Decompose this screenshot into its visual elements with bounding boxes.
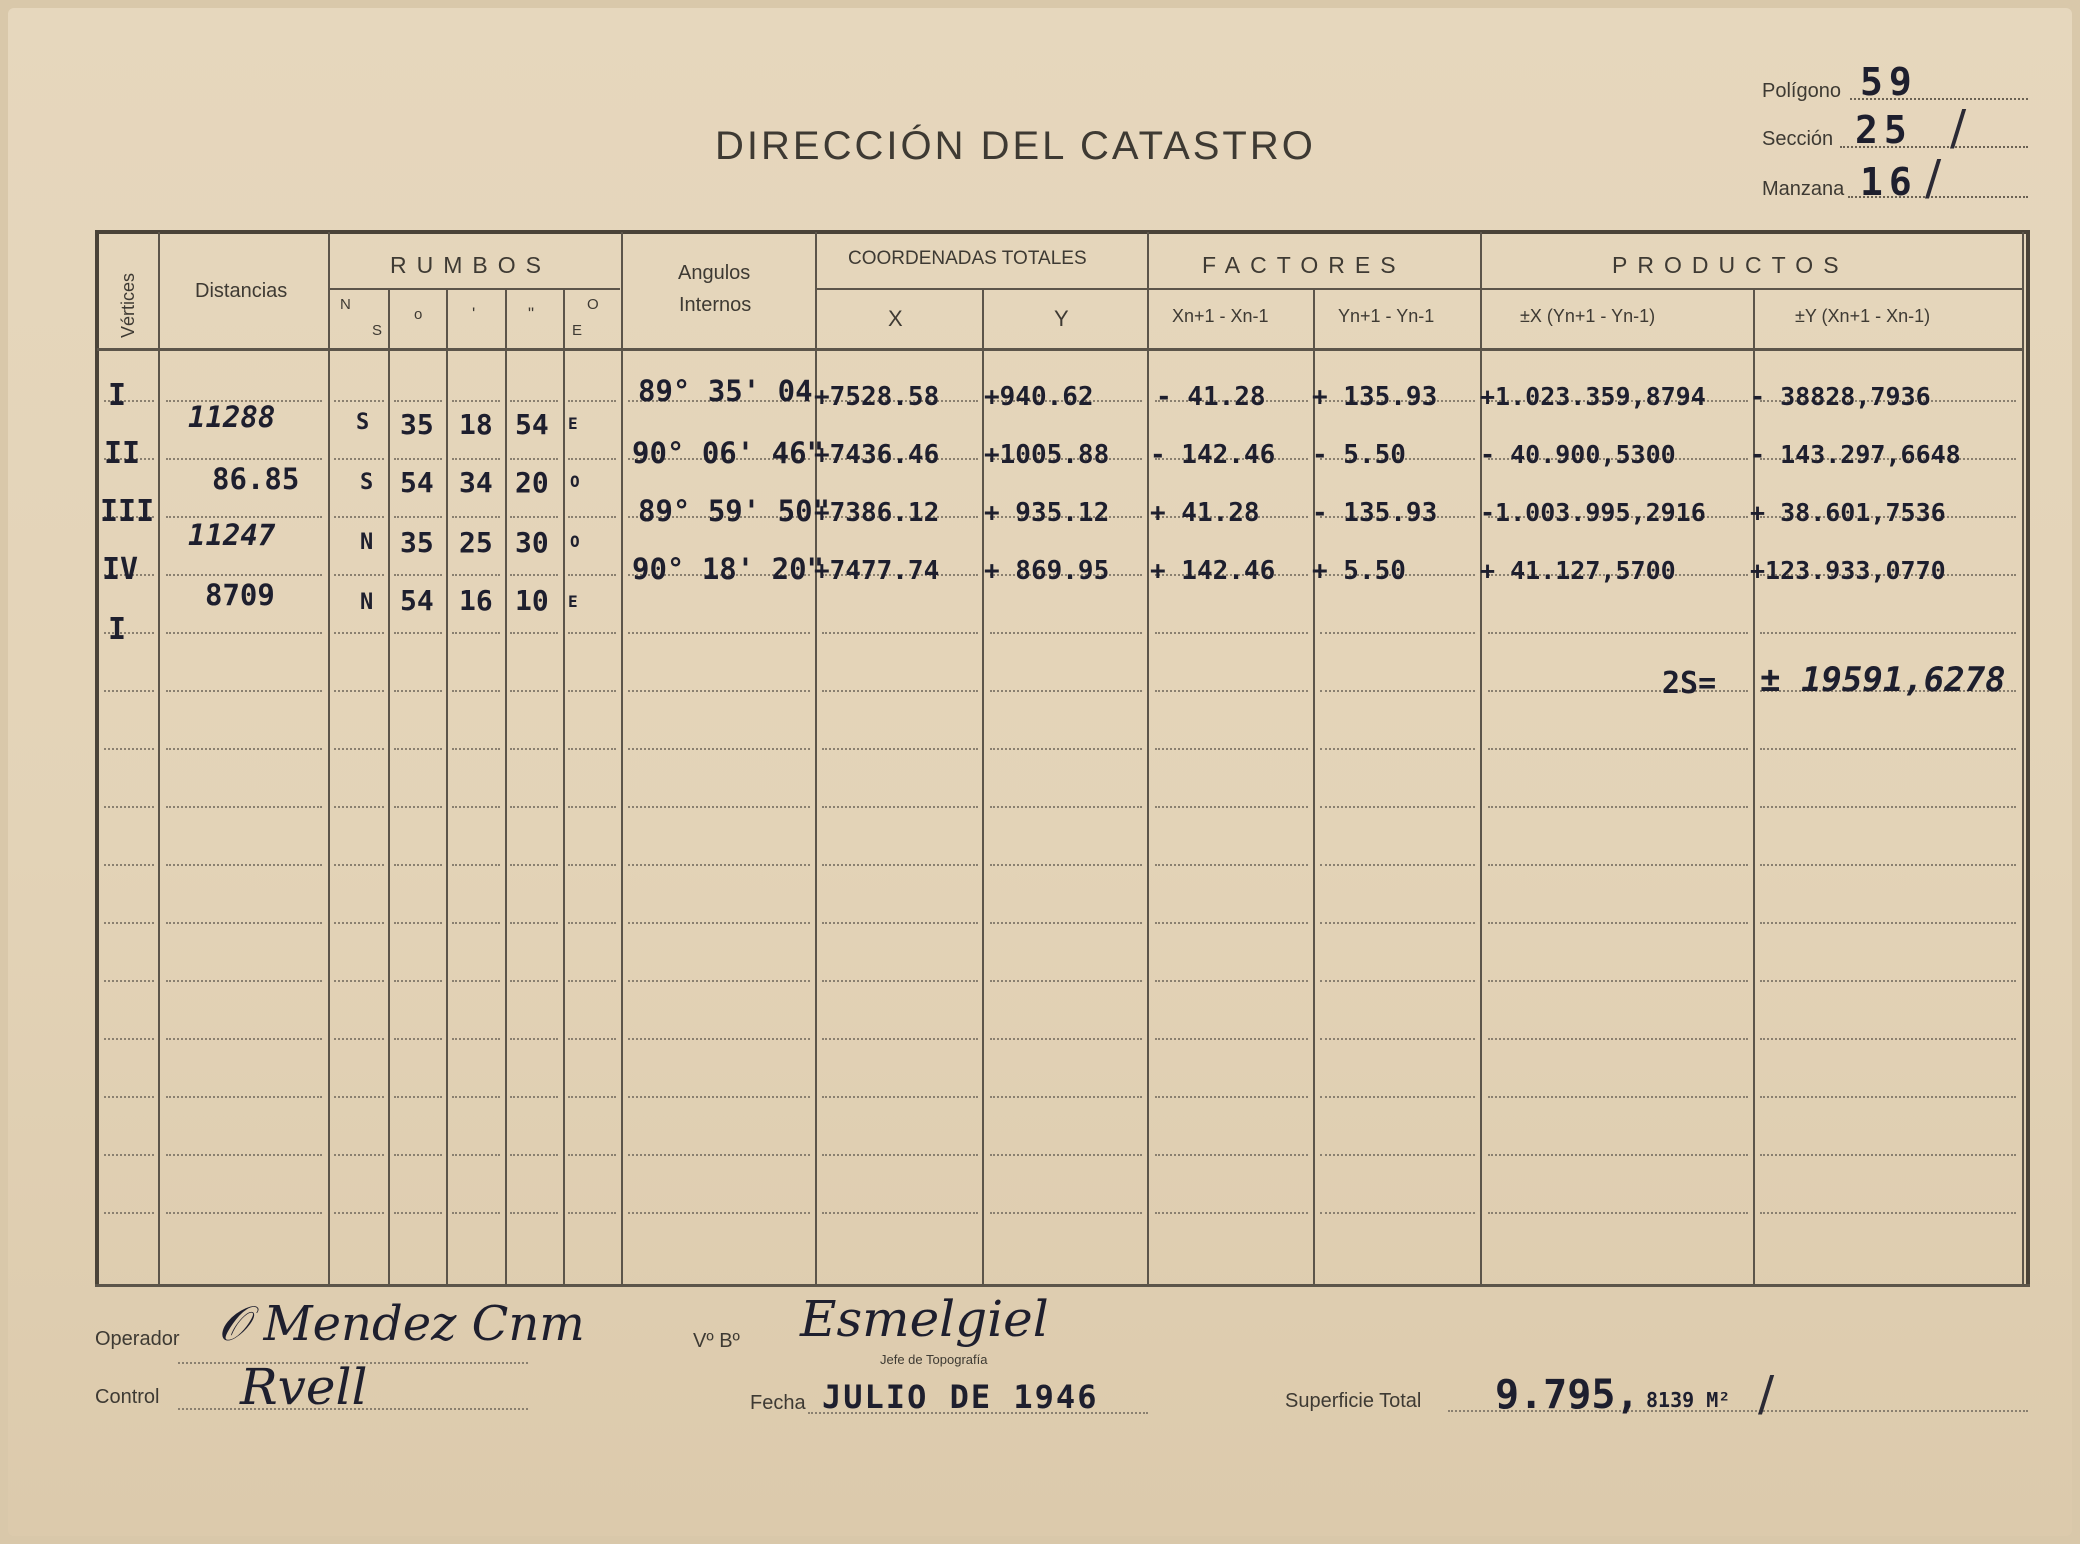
ruled-line	[394, 516, 442, 518]
total-label: 2S=	[1662, 666, 1717, 701]
ruled-line	[510, 574, 558, 576]
ruled-line	[568, 922, 616, 924]
factor-x-cell: - 142.46	[1150, 440, 1276, 470]
ruled-line	[990, 1212, 1142, 1214]
rumbos-o: O	[587, 296, 599, 313]
header-divider	[328, 288, 620, 290]
rumbo-ns-cell: S	[360, 470, 374, 495]
ruled-line	[452, 516, 500, 518]
total-value: ± 19591,6278	[1760, 660, 2006, 700]
ruled-line	[1488, 1038, 1748, 1040]
ruled-line	[628, 748, 810, 750]
rumbo-oe-cell: O	[570, 472, 580, 491]
ruled-line	[452, 1096, 500, 1098]
ruled-line	[1488, 1212, 1748, 1214]
ruled-line	[1320, 1212, 1475, 1214]
ruled-line	[394, 1212, 442, 1214]
rumbos-sec: "	[528, 304, 535, 323]
ruled-line	[510, 864, 558, 866]
ruled-line	[104, 922, 154, 924]
ruled-line	[452, 632, 500, 634]
ruled-line	[822, 922, 978, 924]
seccion-value: 25	[1855, 108, 1913, 152]
ruled-line	[452, 400, 500, 402]
column-divider	[328, 232, 330, 1285]
ruled-line	[166, 1038, 322, 1040]
rumbo-deg-cell: 54	[400, 466, 434, 499]
ruled-line	[568, 574, 616, 576]
rumbos-deg: o	[414, 306, 423, 323]
ruled-line	[1760, 748, 2016, 750]
rumbo-ns-cell: N	[360, 530, 374, 555]
ruled-line	[334, 1038, 384, 1040]
ruled-line	[1488, 980, 1748, 982]
ruled-line	[822, 1038, 978, 1040]
ruled-line	[628, 1096, 810, 1098]
ruled-line	[990, 922, 1142, 924]
ruled-line	[452, 1038, 500, 1040]
ruled-line	[334, 516, 384, 518]
producto-x-cell: - 40.900,5300	[1480, 440, 1676, 469]
ruled-line	[990, 690, 1142, 692]
coord-y-cell: +1005.88	[984, 440, 1110, 470]
distancia-cell: 11288	[188, 400, 276, 434]
angulo-cell: 90° 18' 20"	[632, 552, 825, 586]
ruled-line	[628, 1154, 810, 1156]
ruled-line	[1760, 1038, 2016, 1040]
column-divider	[505, 290, 507, 1285]
ruled-line	[1155, 632, 1308, 634]
manzana-label: Manzana	[1762, 178, 1845, 200]
ruled-line	[990, 806, 1142, 808]
ruled-line	[334, 1212, 384, 1214]
ruled-line	[166, 864, 322, 866]
producto-x-cell: -1.003.995,2916	[1480, 498, 1706, 527]
rumbo-ns-cell: N	[360, 590, 374, 615]
ruled-line	[628, 806, 810, 808]
ruled-line	[1320, 864, 1475, 866]
ruled-line	[990, 748, 1142, 750]
ruled-line	[1320, 1038, 1475, 1040]
coord-y-cell: + 935.12	[984, 498, 1110, 528]
ruled-line	[990, 632, 1142, 634]
ruled-line	[1488, 864, 1748, 866]
ruled-line	[822, 690, 978, 692]
fecha-value: JULIO DE 1946	[822, 1378, 1099, 1416]
header-factor-x: Xn+1 - Xn-1	[1172, 306, 1269, 326]
manzana-value: 16	[1860, 160, 1918, 204]
control-label-text: Control	[95, 1386, 160, 1408]
ruled-line	[1488, 632, 1748, 634]
ruled-line	[334, 690, 384, 692]
column-divider	[621, 232, 623, 1285]
ruled-line	[510, 1096, 558, 1098]
ruled-line	[510, 632, 558, 634]
header-producto-y: ±Y (Xn+1 - Xn-1)	[1795, 306, 1931, 326]
ruled-line	[394, 574, 442, 576]
ruled-line	[1760, 980, 2016, 982]
ruled-line	[104, 1096, 154, 1098]
ruled-line	[628, 864, 810, 866]
ruled-line	[394, 632, 442, 634]
ruled-line	[166, 748, 322, 750]
header-x: X	[888, 306, 903, 331]
header-productos: PRODUCTOS	[1612, 252, 1849, 278]
ruled-line	[568, 1212, 616, 1214]
producto-y-cell: - 143.297,6648	[1750, 440, 1961, 469]
rumbo-sec-cell: 54	[515, 408, 549, 441]
ruled-line	[166, 980, 322, 982]
ruled-line	[1155, 864, 1308, 866]
superficie-main: 9.795,	[1495, 1372, 1640, 1418]
ruled-line	[452, 748, 500, 750]
ruled-line	[510, 980, 558, 982]
ruled-line	[1760, 806, 2016, 808]
ruled-line	[1760, 1096, 2016, 1098]
producto-x-cell: + 41.127,5700	[1480, 556, 1676, 585]
rumbo-min-cell: 25	[459, 526, 493, 559]
ruled-line	[394, 690, 442, 692]
ruled-line	[334, 1154, 384, 1156]
operador-label: Operador	[95, 1328, 180, 1350]
producto-y-cell: +123.933,0770	[1750, 556, 1946, 585]
ruled-line	[1760, 1212, 2016, 1214]
ruled-line	[1155, 1096, 1308, 1098]
ruled-line	[334, 748, 384, 750]
rumbo-deg-cell: 35	[400, 526, 434, 559]
ruled-line	[1488, 806, 1748, 808]
rumbo-deg-cell: 54	[400, 584, 434, 617]
fecha-label: Fecha	[750, 1392, 806, 1414]
column-divider	[388, 290, 390, 1285]
coord-y-cell: +940.62	[984, 382, 1094, 412]
ruled-line	[510, 1154, 558, 1156]
ruled-line	[568, 748, 616, 750]
ruled-line	[990, 1096, 1142, 1098]
ruled-line	[990, 1038, 1142, 1040]
jefe-label: Jefe de Topografía	[880, 1352, 988, 1367]
header-vertices: Vértices	[118, 272, 138, 338]
operador-signature: 𝒪 Mendez Cnm	[218, 1296, 585, 1352]
factor-y-cell: - 135.93	[1312, 498, 1438, 528]
ruled-line	[1155, 1154, 1308, 1156]
ruled-line	[1760, 922, 2016, 924]
ruled-line	[104, 748, 154, 750]
factor-x-cell: - 41.28	[1156, 382, 1266, 412]
ruled-line	[334, 864, 384, 866]
rumbo-oe-cell: E	[568, 414, 578, 433]
ruled-line	[334, 980, 384, 982]
ruled-line	[452, 1212, 500, 1214]
ruled-line	[1320, 1154, 1475, 1156]
ruled-line	[628, 980, 810, 982]
ruled-line	[1488, 1154, 1748, 1156]
ruled-line	[568, 864, 616, 866]
check-mark-icon: /	[1925, 150, 1942, 206]
table-bottom-line	[95, 1284, 2030, 1287]
ruled-line	[1320, 690, 1475, 692]
ruled-line	[1320, 632, 1475, 634]
check-mark-icon: /	[1758, 1366, 1775, 1422]
header-rumbos: RUMBOS	[390, 252, 551, 278]
ruled-line	[822, 632, 978, 634]
ruled-line	[1155, 922, 1308, 924]
rumbos-e: E	[572, 322, 583, 339]
vertex-3: III	[100, 494, 155, 529]
rumbo-ns-cell: S	[356, 410, 370, 435]
header-divider	[815, 288, 2022, 290]
ruled-line	[1488, 1096, 1748, 1098]
ruled-line	[452, 1154, 500, 1156]
ruled-line	[628, 922, 810, 924]
column-divider	[446, 290, 448, 1285]
ruled-line	[628, 1212, 810, 1214]
ruled-line	[334, 458, 384, 460]
ruled-line	[822, 980, 978, 982]
header-y: Y	[1054, 306, 1069, 331]
ruled-line	[510, 806, 558, 808]
ruled-line	[334, 632, 384, 634]
ruled-line	[166, 922, 322, 924]
ruled-line	[166, 574, 322, 576]
ruled-line	[568, 632, 616, 634]
ruled-line	[166, 1096, 322, 1098]
ruled-line	[1320, 922, 1475, 924]
ruled-line	[510, 458, 558, 460]
ruled-line	[568, 516, 616, 518]
factor-y-cell: - 5.50	[1312, 440, 1406, 470]
ruled-line	[104, 1038, 154, 1040]
poligono-label: Polígono	[1762, 80, 1841, 102]
ruled-line	[990, 980, 1142, 982]
ruled-line	[568, 400, 616, 402]
ruled-line	[334, 400, 384, 402]
ruled-line	[510, 516, 558, 518]
coord-x-cell: +7528.58	[814, 382, 940, 412]
ruled-line	[1320, 1096, 1475, 1098]
ruled-line	[452, 574, 500, 576]
superficie-decimal: 8139 M²	[1646, 1388, 1731, 1412]
ruled-line	[166, 1212, 322, 1214]
rumbos-n: N	[340, 296, 351, 313]
header-factores: FACTORES	[1202, 252, 1406, 278]
ruled-line	[510, 922, 558, 924]
rumbos-min: '	[472, 304, 476, 323]
ruled-line	[510, 1038, 558, 1040]
header-angulos: Angulos	[678, 262, 751, 284]
ruled-line	[452, 980, 500, 982]
ruled-line	[334, 922, 384, 924]
ruled-line	[394, 748, 442, 750]
ruled-line	[394, 922, 442, 924]
ruled-line	[510, 690, 558, 692]
header-producto-x: ±X (Yn+1 - Yn-1)	[1520, 306, 1656, 326]
ruled-line	[568, 980, 616, 982]
ruled-line	[628, 632, 810, 634]
ruled-line	[334, 1096, 384, 1098]
ruled-line	[394, 400, 442, 402]
ruled-line	[166, 632, 322, 634]
vobo-label: Vº Bº	[693, 1330, 740, 1352]
ruled-line	[166, 458, 322, 460]
ruled-line	[1155, 1038, 1308, 1040]
distancia-cell: 11247	[188, 518, 276, 552]
ruled-line	[166, 690, 322, 692]
control-signature: Rvell	[240, 1358, 368, 1416]
producto-y-cell: - 38828,7936	[1750, 382, 1931, 411]
coord-x-cell: +7386.12	[814, 498, 940, 528]
header-distancias: Distancias	[195, 280, 288, 302]
rumbo-sec-cell: 30	[515, 526, 549, 559]
coord-y-cell: + 869.95	[984, 556, 1110, 586]
ruled-line	[510, 748, 558, 750]
ruled-line	[104, 1154, 154, 1156]
ruled-line	[394, 1038, 442, 1040]
ruled-line	[1155, 690, 1308, 692]
seccion-label: Sección	[1762, 128, 1834, 150]
ruled-line	[822, 1154, 978, 1156]
angulo-cell: 89° 35' 04	[638, 374, 813, 408]
page-title: DIRECCIÓN DEL CATASTRO	[715, 124, 1316, 168]
factor-y-cell: + 135.93	[1312, 382, 1438, 412]
ruled-line	[1320, 748, 1475, 750]
ruled-line	[1488, 748, 1748, 750]
vertex-2: II	[104, 436, 141, 471]
ruled-line	[334, 574, 384, 576]
distancia-cell: 86.85	[212, 462, 300, 496]
rumbo-sec-cell: 20	[515, 466, 549, 499]
column-divider	[563, 290, 565, 1285]
vertex-1: I	[108, 378, 127, 413]
ruled-line	[568, 1038, 616, 1040]
rumbo-sec-cell: 10	[515, 584, 549, 617]
column-divider	[2022, 232, 2024, 1285]
ruled-line	[166, 1154, 322, 1156]
ruled-line	[822, 864, 978, 866]
ruled-line	[452, 922, 500, 924]
ruled-line	[568, 1096, 616, 1098]
ruled-line	[822, 806, 978, 808]
header-coordenadas: COORDENADAS TOTALES	[848, 248, 1087, 269]
column-divider	[1147, 232, 1149, 1285]
ruled-line	[394, 980, 442, 982]
ruled-line	[628, 690, 810, 692]
header-internos: Internos	[679, 294, 752, 316]
ruled-line	[394, 458, 442, 460]
ruled-line	[1760, 632, 2016, 634]
poligono-value: 59	[1860, 60, 1918, 104]
ruled-line	[452, 690, 500, 692]
ruled-line	[822, 748, 978, 750]
ruled-line	[334, 806, 384, 808]
factor-x-cell: + 41.28	[1150, 498, 1260, 528]
angulo-cell: 90° 06' 46"	[632, 436, 825, 470]
ruled-line	[166, 806, 322, 808]
rumbo-oe-cell: E	[568, 592, 578, 611]
rumbo-oe-cell: O	[570, 532, 580, 551]
coord-x-cell: +7436.46	[814, 440, 940, 470]
ruled-line	[104, 806, 154, 808]
ruled-line	[1155, 980, 1308, 982]
ruled-line	[104, 864, 154, 866]
vertex-5: I	[108, 612, 127, 647]
header-bottom-line	[97, 348, 2024, 351]
coord-x-cell: +7477.74	[814, 556, 940, 586]
ruled-line	[1488, 922, 1748, 924]
ruled-line	[394, 806, 442, 808]
vertex-4: IV	[102, 552, 139, 587]
producto-x-cell: +1.023.359,8794	[1480, 382, 1706, 411]
rumbo-min-cell: 16	[459, 584, 493, 617]
ruled-line	[568, 1154, 616, 1156]
ruled-line	[394, 1096, 442, 1098]
producto-y-cell: + 38.601,7536	[1750, 498, 1946, 527]
ruled-line	[1320, 806, 1475, 808]
ruled-line	[568, 690, 616, 692]
ruled-line	[822, 1212, 978, 1214]
ruled-line	[510, 1212, 558, 1214]
ruled-line	[1320, 980, 1475, 982]
ruled-line	[990, 1154, 1142, 1156]
ruled-line	[394, 1154, 442, 1156]
angulo-cell: 89° 59' 50"	[638, 494, 831, 528]
ruled-line	[452, 806, 500, 808]
rumbo-deg-cell: 35	[400, 408, 434, 441]
ruled-line	[822, 1096, 978, 1098]
ruled-line	[568, 458, 616, 460]
check-mark-icon: /	[1950, 100, 1967, 156]
ruled-line	[510, 400, 558, 402]
ruled-line	[1760, 864, 2016, 866]
rumbo-min-cell: 18	[459, 408, 493, 441]
ruled-line	[1760, 1154, 2016, 1156]
ruled-line	[452, 864, 500, 866]
superficie-label: Superficie Total	[1285, 1390, 1422, 1412]
factor-x-cell: + 142.46	[1150, 556, 1276, 586]
header-factor-y: Yn+1 - Yn-1	[1338, 306, 1435, 326]
ruled-line	[1155, 806, 1308, 808]
ruled-line	[104, 690, 154, 692]
rumbos-s: S	[372, 322, 383, 339]
factor-y-cell: + 5.50	[1312, 556, 1406, 586]
jefe-signature: Esmelgiel	[800, 1290, 1049, 1348]
ruled-line	[1155, 748, 1308, 750]
ruled-line	[990, 864, 1142, 866]
ruled-line	[628, 1038, 810, 1040]
ruled-line	[104, 1212, 154, 1214]
rumbo-min-cell: 34	[459, 466, 493, 499]
ruled-line	[452, 458, 500, 460]
ruled-line	[394, 864, 442, 866]
distancia-cell: 8709	[205, 578, 275, 612]
column-divider	[158, 232, 160, 1285]
ruled-line	[568, 806, 616, 808]
ruled-line	[104, 980, 154, 982]
ruled-line	[1155, 1212, 1308, 1214]
